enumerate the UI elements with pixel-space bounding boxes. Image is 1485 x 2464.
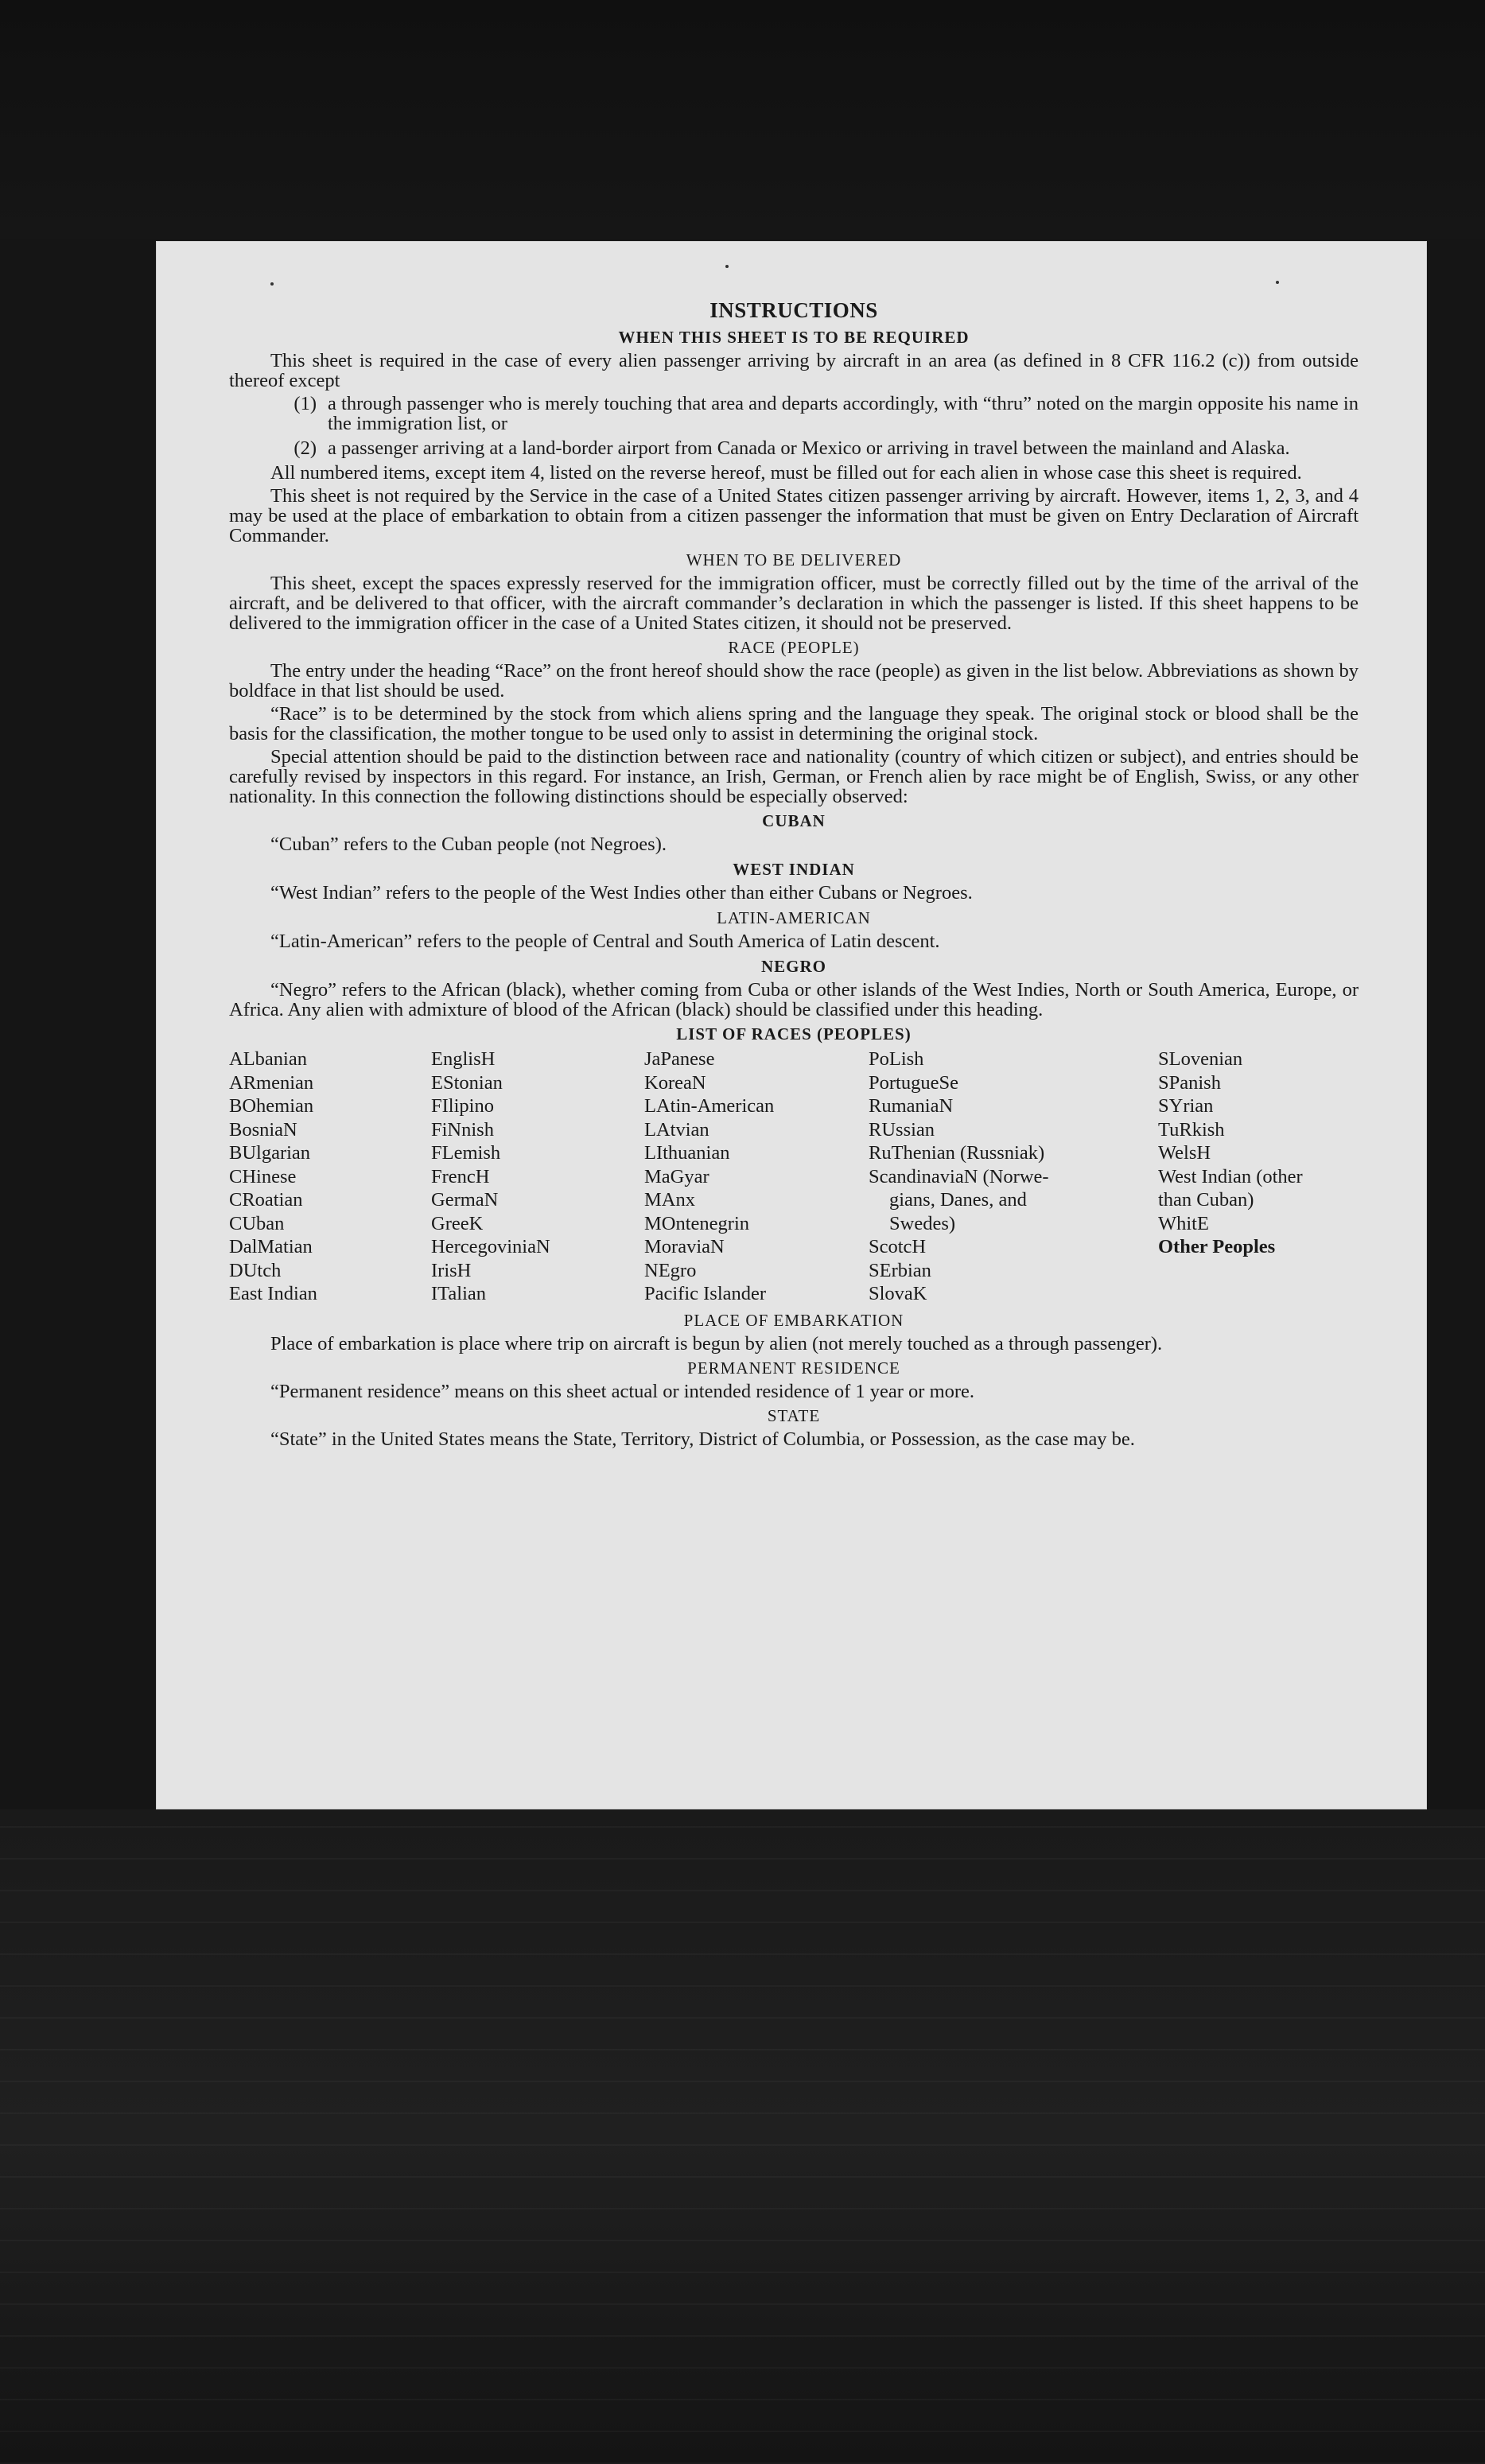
race-entry: MaGyar bbox=[644, 1165, 709, 1187]
section-heading-west-indian: WEST INDIAN bbox=[733, 860, 855, 879]
race-entry: BOhemian bbox=[229, 1095, 314, 1117]
latin-american-definition: “Latin-American” refers to the people of Central and South America of Latin descent. bbox=[270, 931, 940, 952]
exception-number: (1) bbox=[294, 393, 317, 414]
race-entry: FIlipino bbox=[431, 1095, 494, 1117]
film-border-top bbox=[0, 0, 1485, 239]
race-entry: West Indian (other bbox=[1158, 1165, 1303, 1187]
cuban-definition: “Cuban” refers to the Cuban people (not Negroes). bbox=[270, 834, 667, 855]
section-heading-race: RACE (PEOPLE) bbox=[728, 638, 860, 657]
race-entry: MoraviaN bbox=[644, 1236, 725, 1257]
race-entry: FiNnish bbox=[431, 1118, 494, 1141]
exception-text: a passenger arriving at a land-border airport from Canada or Mexico or arriving in travel between the mainland and Alaska. bbox=[328, 437, 1290, 459]
race-entry: KoreaN bbox=[644, 1071, 706, 1094]
race-entry: GreeK bbox=[431, 1212, 484, 1234]
exception-text: a through passenger who is merely touching that area and departs accordingly, with “thru” noted on the margin opposite his name in the immigration list, or bbox=[328, 393, 1359, 434]
race-entry: Other Peoples bbox=[1158, 1236, 1276, 1257]
race-entry: CUban bbox=[229, 1212, 285, 1234]
exception-item bbox=[229, 438, 1359, 458]
race-entry: HercegoviniaN bbox=[431, 1236, 550, 1257]
speck bbox=[270, 282, 274, 286]
embarkation-definition: Place of embarkation is place where trip on aircraft is begun by alien (not merely touched as a through passenger). bbox=[270, 1332, 1163, 1354]
section-heading-residence: PERMANENT RESIDENCE bbox=[687, 1358, 900, 1378]
race-entry: FrencH bbox=[431, 1165, 490, 1187]
race-paragraph-1: The entry under the heading “Race” on the front hereof should show the race (people) as given in the list below. Abbreviations as shown by boldface in that list should be used. bbox=[229, 660, 1359, 702]
race-entry: PortugueSe bbox=[869, 1071, 958, 1094]
race-entry: GermaN bbox=[431, 1189, 499, 1211]
race-entry: ITalian bbox=[431, 1283, 487, 1304]
race-entry: EnglisH bbox=[431, 1048, 496, 1070]
exception-number: (2) bbox=[294, 437, 317, 459]
race-entry: MOntenegrin bbox=[644, 1212, 749, 1234]
race-entry: DUtch bbox=[229, 1259, 282, 1281]
section-heading-race-list: LIST OF RACES (PEOPLES) bbox=[676, 1024, 912, 1044]
numbered-items-paragraph: All numbered items, except item 4, listed on the reverse hereof, must be filled out for each alien in whose case this sheet is required. bbox=[270, 462, 1302, 484]
west-indian-definition: “West Indian” refers to the people of the West Indies other than either Cubans or Negroes. bbox=[270, 882, 973, 904]
race-entry: ScotcH bbox=[869, 1236, 927, 1257]
race-entry: Swedes) bbox=[889, 1212, 956, 1234]
citizen-paragraph: This sheet is not required by the Service in the case of a United States citizen passenger arriving by aircraft. However, items 1, 2, 3, and 4 may be used at the place of embarkation to obtain from a citizen passenger the information that must be given on Entry Declaration of Aircraft Commander. bbox=[229, 485, 1359, 546]
section-heading-required: WHEN THIS SHEET IS TO BE REQUIRED bbox=[618, 328, 970, 347]
race-entry: LIthuanian bbox=[644, 1142, 730, 1164]
race-entry: ARmenian bbox=[229, 1071, 314, 1094]
race-entry: PoLish bbox=[869, 1048, 924, 1070]
race-entry: RuThenian (Russniak) bbox=[869, 1142, 1045, 1164]
race-entry: BUlgarian bbox=[229, 1142, 311, 1164]
document-title: INSTRUCTIONS bbox=[709, 298, 878, 322]
race-entry: JaPanese bbox=[644, 1048, 715, 1070]
residence-definition: “Permanent residence” means on this sheet actual or intended residence of 1 year or more. bbox=[270, 1380, 975, 1402]
sheet-content bbox=[229, 298, 1359, 1452]
race-entry: RumaniaN bbox=[869, 1095, 954, 1117]
race-column bbox=[1158, 1047, 1359, 1306]
required-intro: This sheet is required in the case of every alien passenger arriving by aircraft in an area (as defined in 8 CFR 116.2 (c)) from outside thereof except bbox=[229, 350, 1359, 391]
section-heading-latin-american: LATIN-AMERICAN bbox=[717, 908, 871, 927]
race-entry: gians, Danes, and bbox=[889, 1189, 1027, 1211]
instruction-sheet bbox=[156, 241, 1427, 1809]
race-entry: ALbanian bbox=[229, 1048, 307, 1070]
race-entry: BosniaN bbox=[229, 1118, 297, 1141]
race-entry: SErbian bbox=[869, 1259, 931, 1281]
negro-definition: “Negro” refers to the African (black), whether coming from Cuba or other islands of the West Indies, North or South America, Europe, or Africa. Any alien with admixture of blood of the African (black) should be classified under this heading. bbox=[229, 979, 1359, 1020]
race-entry: East Indian bbox=[229, 1283, 317, 1304]
race-column bbox=[229, 1047, 431, 1306]
race-column bbox=[431, 1047, 644, 1306]
race-entry: Pacific Islander bbox=[644, 1283, 767, 1304]
race-entry: NEgro bbox=[644, 1259, 697, 1281]
race-entry: LAtvian bbox=[644, 1118, 709, 1141]
race-column bbox=[869, 1047, 1158, 1306]
race-entry: FLemish bbox=[431, 1142, 501, 1164]
race-column bbox=[644, 1047, 869, 1306]
speck bbox=[725, 265, 729, 268]
section-heading-cuban: CUBAN bbox=[762, 811, 826, 830]
race-entry: SLovenian bbox=[1158, 1048, 1243, 1070]
race-entry: SYrian bbox=[1158, 1095, 1214, 1117]
race-entry: DalMatian bbox=[229, 1236, 313, 1257]
race-entry: ScandinaviaN (Norwe- bbox=[869, 1165, 1049, 1187]
section-heading-negro: NEGRO bbox=[760, 957, 826, 976]
exception-item bbox=[229, 394, 1359, 433]
state-definition: “State” in the United States means the State, Territory, District of Columbia, or Possession, as the case may be. bbox=[270, 1428, 1135, 1450]
section-heading-state: STATE bbox=[767, 1405, 821, 1425]
race-entry: WelsH bbox=[1158, 1142, 1211, 1164]
section-heading-embarkation: PLACE OF EMBARKATION bbox=[683, 1310, 904, 1330]
film-border-bottom bbox=[0, 1809, 1485, 2464]
race-entry: CHinese bbox=[229, 1165, 297, 1187]
race-entry: than Cuban) bbox=[1158, 1189, 1254, 1211]
section-heading-delivered: WHEN TO BE DELIVERED bbox=[686, 550, 902, 569]
race-entry: WhitE bbox=[1158, 1212, 1209, 1234]
speck bbox=[1276, 281, 1279, 284]
race-entry: SlovaK bbox=[869, 1283, 927, 1304]
race-entry: LAtin-American bbox=[644, 1095, 775, 1117]
race-entry: SPanish bbox=[1158, 1071, 1221, 1094]
race-entry: IrisH bbox=[431, 1259, 472, 1281]
race-entry: MAnx bbox=[644, 1189, 695, 1211]
race-entry: RUssian bbox=[869, 1118, 935, 1141]
race-entry: CRoatian bbox=[229, 1189, 303, 1211]
delivered-paragraph: This sheet, except the spaces expressly reserved for the immigration officer, must be correctly filled out by the time of the arrival of the aircraft, and be delivered to that officer, with the aircraft commander’s declaration in which the passenger is listed. If this sheet happens to be delivered to the immigration officer in the case of a United States citizen, it should not be preserved. bbox=[229, 573, 1359, 634]
race-list bbox=[229, 1047, 1359, 1306]
race-entry: EStonian bbox=[431, 1071, 503, 1094]
race-paragraph-3: Special attention should be paid to the distinction between race and nationality (country of which citizen or subject), and entries should be carefully revised by inspectors in this regard. For instance, an Irish, German, or French alien by race might be of English, Swiss, or any other nationality. In this connection the following distinctions should be especially observed: bbox=[229, 746, 1359, 807]
race-paragraph-2: “Race” is to be determined by the stock from which aliens spring and the language they speak. The original stock or blood shall be the basis for the classification, the mother tongue to be used only to assist in determining the original stock. bbox=[229, 703, 1359, 744]
race-entry: TuRkish bbox=[1158, 1118, 1225, 1141]
